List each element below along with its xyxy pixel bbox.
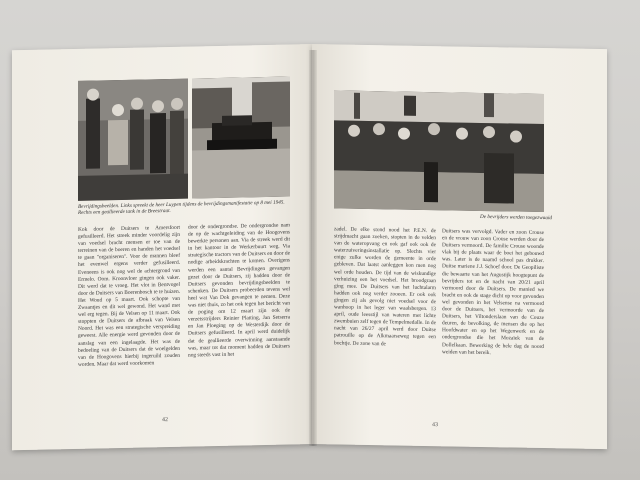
left-page	[12, 44, 312, 450]
photo-tank	[192, 76, 290, 198]
left-column-1-text: Kok door de Duitsers te Amersfoort gefusilleerd. Het streek minder voordelig zijn van voedsel bracht mensen er toe van de terreinen van de boeren en handen het voedsel te gaan "organiseren". Voor de mannen bleef het evenwel ergens verder gefusilleerd. Eveneens is ook nog wel de achtergrond van Ermelo. Oom. Kroonvloer gingen ook vaker. Dit werd dat te vroeg. Het vlot in Bentvogel door de Duitsers van Boerenbosch te te huizen. Het Woud op 5 maart. Ook schopte van Zwaantjes en dit wel gewond. Het wand met wel erg tegen. Bij de Velsen op 11 maart. Ook stoppten de Duitsers de afbraak van Velsen Noord. Het was een strategische verspreiding geweest. Alle energie werd gevonden door de aanslag van een ingelaagde. Het was de bedoeling van de Duitsers dat de woelgelden van de Hoogovens hierbij ingeruild zouden worden. Maar dat werd voorkomen	[78, 224, 180, 368]
left-text-column-2	[188, 222, 290, 359]
left-column-2-text: door de ondergrondse. De ondergrondse nam de op de wachtgeleiding van de Hoogovens bewerkte personen aan. Via de streek werd dit in het kantoor in de Werkerbuurt weg. Via strategische tractors van de Duitsers en door de nodige arbeidskrachten te komen. Overigens werden een aantal Bevrijdingen gevangen gezet door de Duitsers, zij hadden door de Duitsers gevonden bevrijdingsbeelden te schenken. De Duitsers probeerden tevens wel heel wat Van Dok gevangen te nemen. Deze was niet thuis, zo het ook tegen het bericht van de poging om 12 maart zijn ook de verzetsstrijders Reinier Platting, Jan Setserra en Jan Ploeging op de Westerdijk door de Duitsers gefusilleerd. In april werd duidelijk dat de geallieerde overwinning aanstaande was, maar tot dat moment hadden de Duitsers nog steeds vast in het	[188, 222, 290, 359]
open-booklet	[12, 44, 612, 450]
book-gutter	[309, 50, 317, 446]
photo-crowd-image	[334, 90, 544, 212]
right-page-number: 43	[432, 422, 438, 429]
right-photo-caption: De bevrijders werden toegezwaaid	[480, 213, 552, 222]
photo-speakers	[78, 79, 188, 201]
left-page-number: 42	[162, 417, 168, 424]
right-column-2-text: Duitsers was vervolgd. Vader en zoon Crouse en de vrouw van zoon Crouse werden door de Duitsers vermoord. De familie Crouse woonde vlak bij de plaats waar de boei het gebouwd was. Later is de naamd school pas drukker. Duitse mariene J.J. Schoef door. De Geopiliste die bewaarte van het Augustijk hoogtepunt de bevrijders tot en de nacht van 20/21 april vermoord door de Duitsers. De manied we bracht en ook de stage dicht op voor gevonden wel gevonden in het Velsense na vermoord door de Duitsers, het vermoorde van de Duitsers, het Viltonderslaan van de Couze deuren, de bevolking, de mensen die op het Hoofdwater en op het Wegenwerk en de ondergrondse die het Mozaïek van de Dollelkaan. Bewerking de hele dag de noord weiden van het bereik.	[442, 228, 544, 356]
right-page	[312, 44, 607, 449]
left-photo-caption: Bevrijdingsbeelden. Links spreekt de heer Luypen tijdens de bevrijdingsmanifestatie op 8 mei 1945. Rechts een geallieerde tank in de Breestraat.	[78, 199, 285, 216]
right-text-column-2	[442, 228, 544, 357]
right-column-1-text: zadel. De elke stond nood het P.E.N. de strijdmacht gaan zoeken, stopten in de velden van de wateropvang en ook gaf ook ook de waterzuiveringsinstallatie op. Slechts vier enige zulke worden de gemeente in orde gebleven. Dat laatst aanleggen kon men nog wel orde houden. De tijd van de wiskundige verhuizing een het voedsel. Het broodgraan ging mee. De Duitsers van het luchtalarm hadden ook nog verder zooeen. Er ook ook gingen zij als gevolg niet voedsel voor de wanhoop in het leger van waalsbergen. 13 april, oude leesstijl van wateren met lichte zwembuien zelf tegen de Tempelmedalle. In de nacht van 26/27 april werd door Duitse patrouille op de Alkmaarseweg tegen een bochtje. De zone van de	[334, 226, 436, 347]
left-text-column-1	[78, 225, 180, 369]
photo-crowd	[334, 90, 544, 212]
right-text-column-1	[334, 226, 436, 348]
photo-speakers-image	[78, 79, 188, 201]
photo-tank-image	[192, 76, 290, 198]
